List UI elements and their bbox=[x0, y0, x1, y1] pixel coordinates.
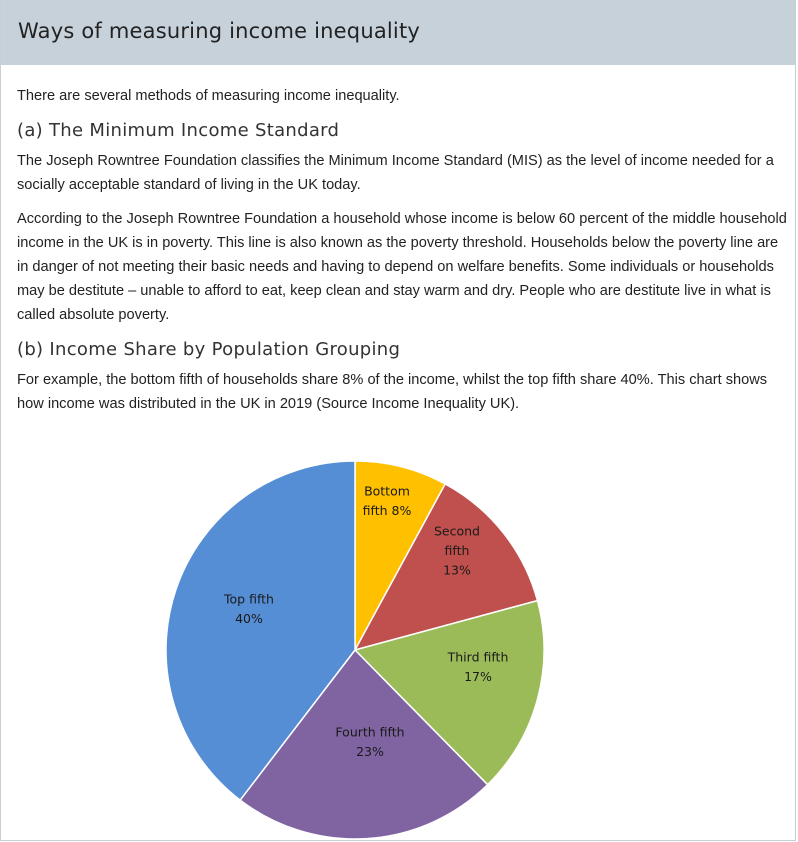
pie-chart-svg bbox=[151, 455, 561, 841]
pie-label-second-fifth: Second fifth 13% bbox=[433, 523, 481, 578]
section-b-paragraph: For example, the bottom fifth of households share 8% of the income, whilst the top fifth share 40%. This chart shows how income was distributed in the UK in 2019 (Source Income Inequality UK). bbox=[17, 372, 768, 412]
section-a-heading: (a) The Minimum Income Standard bbox=[17, 120, 340, 141]
section-a-paragraph-2: According to the Joseph Rowntree Foundation a household whose income is below 60 percent of the middle household income in the UK is in poverty. This line is also known as the poverty threshold. Households below the poverty line are in danger of not meeting their basic needs and having to depend on welfare benefits. Some individuals or households may be destitute – unable to afford to eat, keep clean and stay warm and dry. People who are destitute live in what is called absolute poverty. bbox=[17, 211, 787, 323]
section-a-paragraph-1: The Joseph Rowntree Foundation classifies the Minimum Income Standard (MIS) as the level of income needed for a socially acceptable standard of living in the UK today. bbox=[17, 153, 774, 193]
page-title: Ways of measuring income inequality bbox=[18, 19, 421, 43]
pie-label-third-fifth: Third fifth 17% bbox=[447, 649, 509, 684]
section-b-heading: (b) Income Share by Population Grouping bbox=[17, 339, 401, 360]
pie-label-bottom-fifth: Bottom fifth 8% bbox=[362, 483, 412, 518]
pie-label-top-fifth: Top fifth 40% bbox=[224, 591, 274, 626]
income-share-pie-chart bbox=[151, 455, 561, 841]
article-body bbox=[17, 84, 787, 416]
pie-label-fourth-fifth: Fourth fifth 23% bbox=[335, 724, 405, 759]
page-header bbox=[1, 0, 796, 65]
intro-text: There are several methods of measuring income inequality. bbox=[17, 88, 400, 104]
